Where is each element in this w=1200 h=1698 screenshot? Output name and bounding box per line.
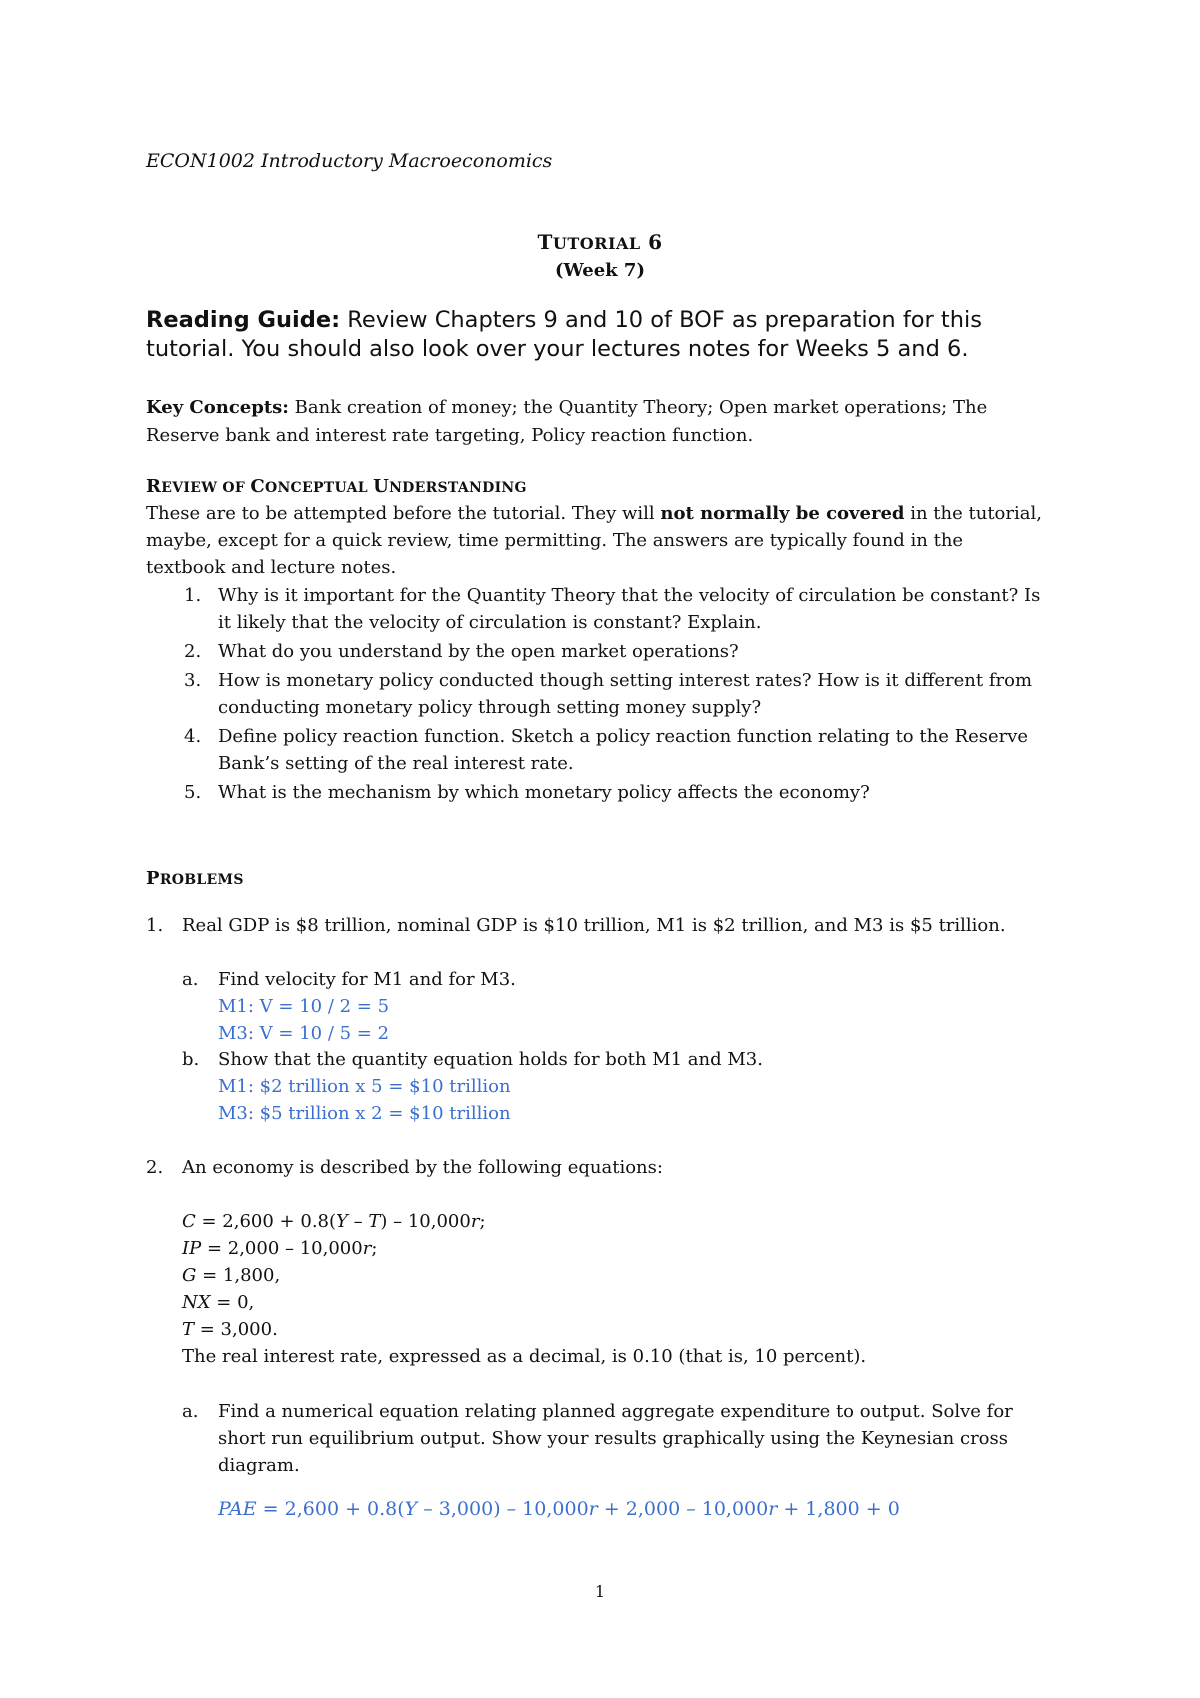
document-page: ECON1002 Introductory Macroeconomics TUTORIAL 6 (Week 7) Reading Guide: Review Chapters 9 and 10 of BOF as preparation for this tutorial. You should also look over your lectures notes for Weeks 5 and 6. Key Concepts: Bank creation of money; the Quantity Theory; Open market operations; The Reserve bank and interest rate targeting, Policy reaction function. REVIEW OF CONCEPTUAL UNDERSTANDING These are to be attempted before the tutorial. They will not normally be covered in the tutorial, maybe, except for a quick review, time permitting. The answers are typically found in the textbook and lecture notes. 1. Why is it important for the Quantity Theory that the velocity of circulation be constant? Is it likely that the velocity of circulation is constant? Explain. 2. What do you understand by the open market operations? 3. How is monetary policy conducted though setting interest rates? How is it different from conducting monetary policy through setting money supply? 4. Define policy reaction function. Sketch a policy reaction function relating to the Reserve Bank’s setting of the real interest rate. 5. What is the mechanism by which monetary policy affects the economy? PROBLEMS 1. Real GDP is $8 trillion, nominal GDP is $10 trillion, M1 is $2 trillion, and M3 is $5 trillion. a. Find velocity for M1 and for M3. M1: V = 10 / 2 = 5 M3: V = 10 / 5 = 2 b. Show that the quantity equation holds for both M1 and M3. M1: $2 trillion x 5 = $10 trillion M3: $5 trillion x 2 = $10 trillion 2. An economy is described by the following equations: C = 2,600 + 0.8(Y – T) – 10,000r; IP = 2,000 – 10,000r; G = 1,800, NX = 0, T = 3,000. The real interest rate, expressed as a decimal, is 0.10 (that is, 10 percent). a. Find a numerical equation relating planned aggregate expenditure to output. Solve for short run equilibrium output. Show your results graphically using the Keynesian cross diagram. PAE = 2,600 + 0.8(Y – 3,000) – 10,000r + 2,000 – 10,000r + 1,800 + 0 1 [0,0,1200,1698]
review-heading: REVIEW OF CONCEPTUAL UNDERSTANDING [146,476,527,497]
interest-rate-text: The real interest rate, expressed as a decimal, is 0.10 (that is, 10 percent). [182,1346,867,1367]
list-item: 4. Define policy reaction function. Sketch a policy reaction function relating to the Reserve Bank’s setting of the real interest rate. [184,726,1029,774]
reading-guide-label: Reading Guide: [146,307,341,333]
reading-guide [146,306,1066,364]
key-concepts-label: Key Concepts: [146,397,289,418]
review-intro: These are to be attempted before the tutorial. They will not normally be covered in the tutorial, maybe, except for a quick review, time permitting. The answers are typically found in the textbook and lecture notes. [146,503,1042,578]
answer-text: M3: $5 trillion x 2 = $10 trillion [218,1103,511,1124]
list-item: 5. What is the mechanism by which monetary policy affects the economy? [184,782,870,803]
list-item: 1. Why is it important for the Quantity Theory that the velocity of circulation be constant? Is it likely that the velocity of circulation is constant? Explain. [184,585,1041,633]
tutorial-title: TUTORIAL 6 [537,230,663,254]
reading-guide-text-1: Review Chapters 9 and 10 of BOF as preparation for this [340,307,982,333]
problem-1: 1. Real GDP is $8 trillion, nominal GDP is $10 trillion, M1 is $2 trillion, and M3 is $5 trillion. [146,915,1006,936]
list-item: 2. What do you understand by the open market operations? [184,641,739,662]
problem-2: 2. An economy is described by the following equations: [146,1157,663,1178]
answer-text: M1: V = 10 / 2 = 5 [218,996,390,1017]
page-number: 1 [594,1582,606,1601]
problems-heading: PROBLEMS [146,868,244,889]
answer-text: M1: $2 trillion x 5 = $10 trillion [218,1076,511,1097]
course-title: ECON1002 Introductory Macroeconomics [146,150,553,172]
key-concepts: Key Concepts: Bank creation of money; the Quantity Theory; Open market operations; The Reserve bank and interest rate targeting, Policy reaction function. [146,397,988,446]
review-questions [146,582,1066,808]
pae-equation: PAE = 2,600 + 0.8(Y – 3,000) – 10,000r + 2,000 – 10,000r + 1,800 + 0 [218,1498,900,1520]
tutorial-week: (Week 7) [555,260,645,281]
reading-guide-text-2: tutorial. You should also look over your lectures notes for Weeks 5 and 6. [146,336,969,362]
answer-text: M3: V = 10 / 5 = 2 [218,1023,390,1044]
list-item: 3. How is monetary policy conducted though setting interest rates? How is it different from conducting monetary policy through setting money supply? [184,670,1033,718]
equations: C = 2,600 + 0.8(Y – T) – 10,000r; IP = 2,000 – 10,000r; G = 1,800, NX = 0, T = 3,000. [182,1211,486,1340]
